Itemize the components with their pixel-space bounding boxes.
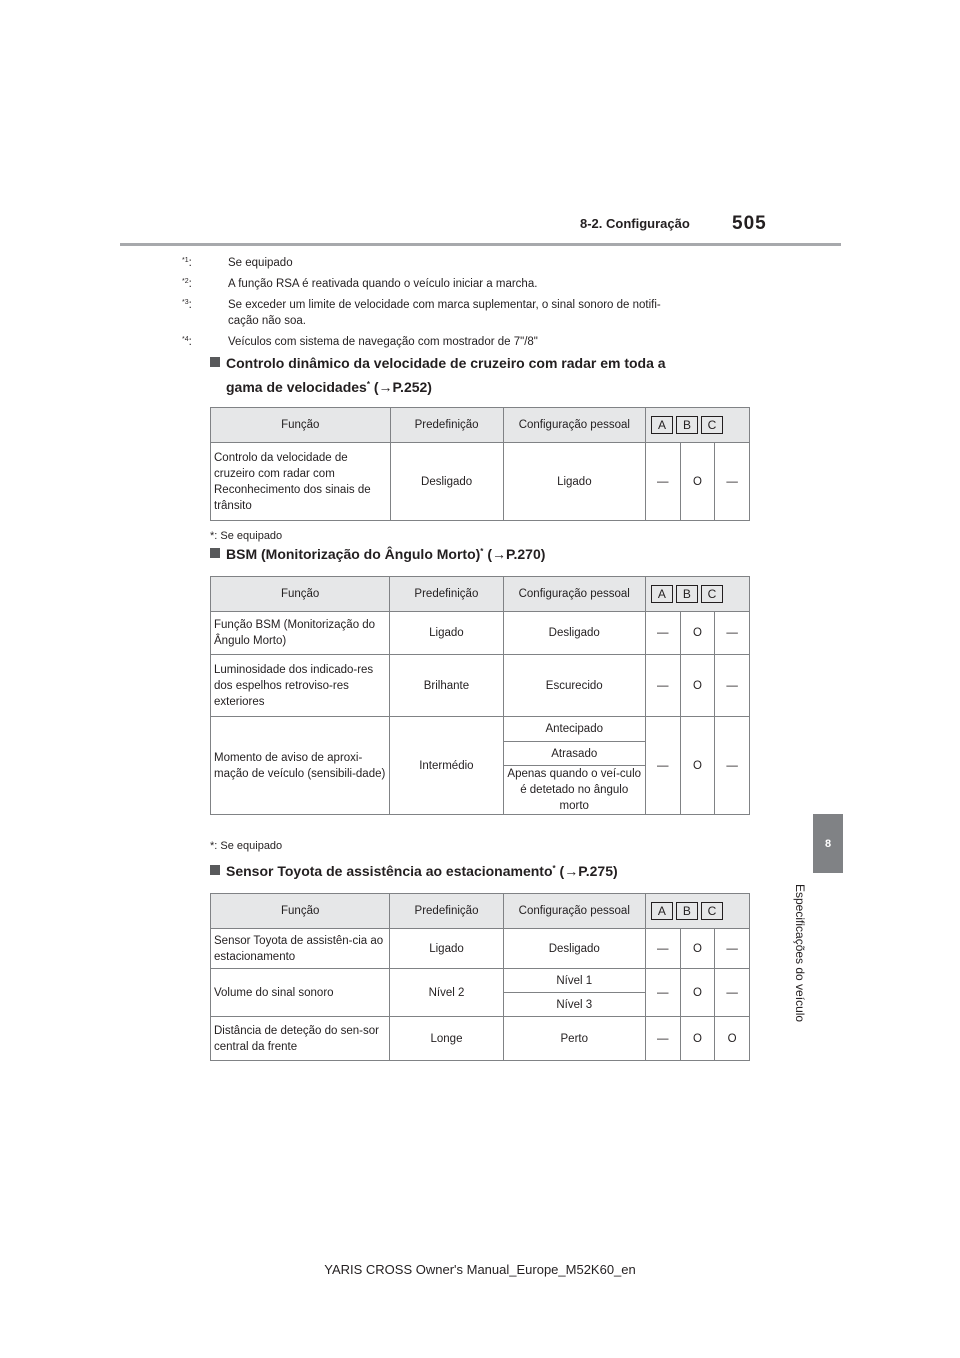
table-row: Sensor Toyota de assistên-cia ao estacionamento Ligado Desligado — O —: [211, 929, 750, 969]
section-title-cruise-line2: gama de velocidades* (→P.252): [226, 379, 432, 395]
footnote-star-1: *: Se equipado: [210, 530, 283, 542]
chapter-side-label-wrap: [789, 884, 809, 1064]
col-header-default: Predefinição: [390, 408, 503, 443]
table-row: Controlo da velocidade de cruzeiro com radar com Reconhecimento dos sinais de trânsito Desligado Ligado — O —: [211, 443, 750, 521]
col-header-func: Função: [211, 408, 391, 443]
square-bullet-icon: [210, 357, 220, 367]
section-title-cruise: Controlo dinâmico da velocidade de cruzeiro com radar em toda a: [210, 350, 770, 376]
section-title-bsm: BSM (Monitorização do Ângulo Morto)* (→P.270): [210, 541, 770, 567]
table-bsm: Função Predefinição Configuração pessoal A B C Função BSM (Monitorização do Ângulo Morto) Ligado Desligado — O — Luminosidade dos indicado-res dos espelhos retroviso-res exteriores Brilhante Escurecido — O — Momento de aviso de aproxi-mação de veículo (sensibili-dade) Intermédio Antecipado — O — Atrasado Apenas quando o veí-culo é detetado no ângulo morto: [210, 576, 750, 815]
table-row: Volume do sinal sonoro Nível 2 Nível 1 — O —: [211, 969, 750, 993]
page-ref-252[interactable]: (→P.252): [373, 379, 432, 395]
chapter-number: 8: [824, 837, 832, 850]
table-cruise: [210, 407, 750, 521]
chapter-side-label: Especificações do veículo: [793, 884, 807, 1023]
section-title-parking: Sensor Toyota de assistência ao estacionamento* (→P.275): [210, 858, 770, 884]
col-header-abc: A B C: [645, 408, 749, 443]
col-header-personal: Configuração pessoal: [503, 408, 645, 443]
table-row: Momento de aviso de aproxi-mação de veículo (sensibili-dade) Intermédio Antecipado — O —: [211, 717, 750, 742]
page-ref-275[interactable]: (→P.275): [559, 863, 618, 879]
table-row: Função BSM (Monitorização do Ângulo Morto) Ligado Desligado — O —: [211, 612, 750, 655]
table-row: Luminosidade dos indicado-res dos espelhos retroviso-res exteriores Brilhante Escurecido — O —: [211, 655, 750, 717]
page-ref-270[interactable]: (→P.270): [487, 546, 546, 562]
square-bullet-icon: [210, 865, 220, 875]
section-heading: 8-2. Configuração: [580, 216, 690, 231]
header-rule: [120, 243, 841, 246]
table-row: Distância de deteção do sen-sor central da frente Longe Perto — O O: [211, 1017, 750, 1061]
table-parking: Função Predefinição Configuração pessoal A B C Sensor Toyota de assistên-cia ao estacionamento Ligado Desligado — O — Volume do sinal sonoro Nível 2 Nível 1 — O — Nível 3 Distância de deteção do sen-sor central da frente Longe Perto — O O: [210, 893, 750, 1061]
chapter-tab[interactable]: [813, 814, 843, 873]
footnote-star-2: *: Se equipado: [210, 840, 283, 852]
page-footer: YARIS CROSS Owner's Manual_Europe_M52K60_en: [324, 1262, 636, 1277]
square-bullet-icon: [210, 548, 220, 558]
page-number: 505: [732, 213, 767, 234]
